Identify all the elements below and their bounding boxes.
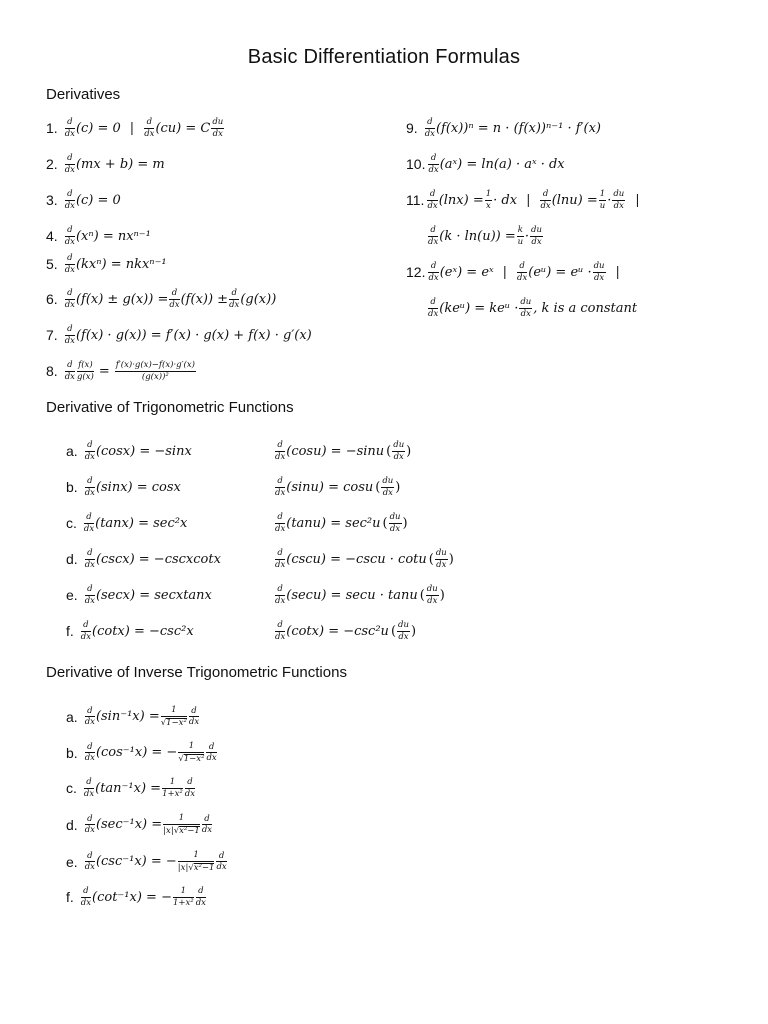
formula-2: 2. d dx (mx + b) = m	[46, 153, 165, 175]
formula-10: 10. d dx (aˣ) = ln(a) · aˣ · dx	[406, 153, 565, 175]
f-over-g: $\frac{f(x)}{g(x)}$	[76, 360, 94, 382]
d-dx: d dx	[64, 117, 75, 139]
trig-formula-right: d dx (cscu) = −cscu · cotu ( du dx )	[275, 548, 454, 570]
du-dx: du dx	[531, 225, 542, 247]
d-dx: d dx	[64, 360, 75, 382]
d-dx: $\frac{d}{dx}$	[229, 288, 240, 310]
section-heading-inverse-trig: Derivative of Inverse Trigonometric Functions	[46, 664, 347, 681]
d-dx: d dx	[64, 288, 75, 310]
du-dx: du dx	[426, 584, 438, 606]
formula-4: 4. d dx (xⁿ) = nxⁿ⁻¹	[46, 225, 151, 247]
formula-1: 1. d dx (c) = 0 | d dx (cu) = C du dx	[46, 117, 224, 139]
inverse-fraction: $\frac{1}{\text{1+x²}}$	[162, 777, 183, 799]
du-dx: du dx	[613, 189, 625, 211]
d-dx: d dx	[64, 253, 75, 275]
formula-3: 3. d dx (c) = 0	[46, 189, 121, 211]
trig-formula-left: c. d dx (tanx) = sec²x	[66, 512, 188, 534]
d-dx: d dx	[84, 440, 95, 462]
section-heading-trig: Derivative of Trigonometric Functions	[46, 399, 294, 416]
formula-6: 6. d dx (f(x) ± g(x)) = $\frac{d}{dx}$ (f(x)) ± $\frac{d}{dx}$ (g(x))	[46, 288, 277, 310]
d-dx: d dx	[188, 705, 200, 727]
inverse-trig-formula: b. d dx (cos⁻¹x) = − $\frac{1}{\text{√1−x²}}$ d dx	[66, 741, 217, 764]
inverse-trig-formula: c. d dx (tan⁻¹x) = $\frac{1}{\text{1+x²}}$ d dx	[66, 777, 196, 799]
trig-formula-left: e. d dx (secx) = secxtanx	[66, 584, 212, 606]
d-dx: d dx	[144, 117, 155, 139]
d-dx: d dx	[64, 153, 75, 175]
formula-12-continued: d dx (keᵘ) = keᵘ · du dx , k is a constant	[428, 297, 638, 319]
trig-formula-left: b. d dx (sinx) = cosx	[66, 476, 181, 498]
du-dx: du dx	[389, 512, 401, 534]
d-dx: d dx	[428, 225, 439, 247]
k-over-u: $\frac{k}{u}$	[517, 225, 524, 247]
trig-formula-right: d dx (secu) = secu · tanu ( du dx )	[275, 584, 445, 606]
formula-7: 7. d dx (f(x) · g(x)) = f′(x) · g(x) + f(x) · g′(x)	[46, 324, 312, 346]
trig-formula-left: a. d dx (cosx) = −sinx	[66, 440, 192, 462]
d-dx: d dx	[84, 741, 95, 763]
quotient-rule: $\frac{f'(x)\cdot g(x)-f(x)\cdot g'(x)}{\text{(g(x))²}}$	[115, 360, 195, 382]
d-dx: d dx	[84, 584, 95, 606]
du-dx: du dx	[212, 117, 224, 139]
d-dx: d dx	[275, 548, 286, 570]
du-dx: du dx	[393, 440, 405, 462]
d-dx: d dx	[84, 476, 95, 498]
inverse-fraction: $\frac{1}{\text{|x|√x²−1}}$	[163, 813, 200, 836]
d-dx: d dx	[424, 117, 435, 139]
du-dx: du dx	[382, 476, 394, 498]
d-dx: d dx	[64, 189, 75, 211]
page-title: Basic Differentiation Formulas	[247, 46, 521, 68]
trig-formula-left: f. d dx (cotx) = −csc²x	[66, 620, 194, 642]
d-dx: d dx	[428, 297, 439, 319]
trig-formula-right: d dx (cotx) = −csc²u ( du dx )	[275, 620, 417, 642]
formula-12: 12. d dx (eˣ) = eˣ | d dx (eᵘ) = eᵘ · du dx |	[406, 261, 620, 283]
inverse-fraction: $\frac{1}{\text{|x|√x²−1}}$	[177, 850, 215, 873]
formula-8: 8. d dx $\frac{f(x)}{g(x)}$ = $\frac{f'(x)\cdot g(x)-f(x)\cdot g'(x)}{\text{(g(x))²}}$	[46, 360, 195, 382]
d-dx: d dx	[201, 813, 213, 835]
inverse-trig-formula: e. d dx (csc⁻¹x) = − $\frac{1}{\text{|x|√x²−1}}$ d dx	[66, 850, 227, 873]
d-dx: $\frac{d}{dx}$	[169, 288, 180, 310]
du-dx: du dx	[593, 261, 605, 283]
formula-5: 5. d dx (kxⁿ) = nkxⁿ⁻¹	[46, 253, 167, 275]
d-dx: d dx	[275, 584, 286, 606]
d-dx: d dx	[83, 777, 95, 799]
one-over-u: $\frac{1}{u}$	[599, 189, 606, 211]
inverse-fraction: $\frac{1}{\text{√1−x²}}$	[160, 705, 187, 728]
d-dx: d dx	[216, 850, 227, 872]
d-dx: d dx	[275, 440, 286, 462]
one-over-x: $\frac{1}{x}$	[485, 189, 492, 211]
inverse-trig-formula: d. d dx (sec⁻¹x) = $\frac{1}{\text{|x|√x²−1}}$ d dx	[66, 813, 213, 836]
d-dx: d dx	[80, 886, 92, 908]
d-dx: d dx	[195, 886, 206, 908]
du-dx: du dx	[520, 297, 532, 319]
inverse-trig-formula: f. d dx (cot⁻¹x) = − $\frac{1}{\text{1+x²}}$ d dx	[66, 886, 206, 908]
d-dx: d dx	[428, 153, 439, 175]
trig-formula-right: d dx (tanu) = sec²u ( du dx )	[275, 512, 408, 534]
d-dx: d dx	[84, 850, 95, 872]
section-heading-derivatives: Derivatives	[46, 86, 121, 103]
d-dx: d dx	[84, 548, 95, 570]
du-dx: du dx	[435, 548, 447, 570]
d-dx: d dx	[84, 813, 95, 835]
d-dx: d dx	[83, 512, 95, 534]
d-dx: d dx	[80, 620, 92, 642]
d-dx: d dx	[275, 512, 286, 534]
du-dx: du dx	[398, 620, 409, 642]
trig-formula-left: d. d dx (cscx) = −cscxcotx	[66, 548, 221, 570]
formula-11: 11. d dx (lnx) = $\frac{1}{x}$ · dx | d dx (lnu) = $\frac{1}{u}$ · du dx |	[406, 189, 640, 211]
d-dx: d dx	[275, 476, 286, 498]
formula-9: 9. d dx (f(x))ⁿ = n · (f(x))ⁿ⁻¹ · f′(x)	[406, 117, 601, 139]
d-dx: d dx	[275, 620, 286, 642]
d-dx: d dx	[64, 225, 75, 247]
trig-formula-right: d dx (cosu) = −sinu ( du dx )	[275, 440, 412, 462]
inverse-trig-formula: a. d dx (sin⁻¹x) = $\frac{1}{\text{√1−x²}}$ d dx	[66, 705, 200, 728]
inverse-fraction: $\frac{1}{\text{1+x²}}$	[172, 886, 194, 908]
d-dx: d dx	[428, 261, 439, 283]
inverse-fraction: $\frac{1}{\text{√1−x²}}$	[178, 741, 205, 764]
d-dx: d dx	[84, 705, 95, 727]
d-dx: d dx	[427, 189, 438, 211]
d-dx: d dx	[184, 777, 196, 799]
d-dx: d dx	[206, 741, 217, 763]
formula-11-continued: d dx (k · ln(u)) = $\frac{k}{u}$ · du dx	[428, 225, 542, 247]
d-dx: d dx	[517, 261, 528, 283]
d-dx: d dx	[64, 324, 75, 346]
d-dx: d dx	[540, 189, 551, 211]
trig-formula-right: d dx (sinu) = cosu ( du dx )	[275, 476, 401, 498]
